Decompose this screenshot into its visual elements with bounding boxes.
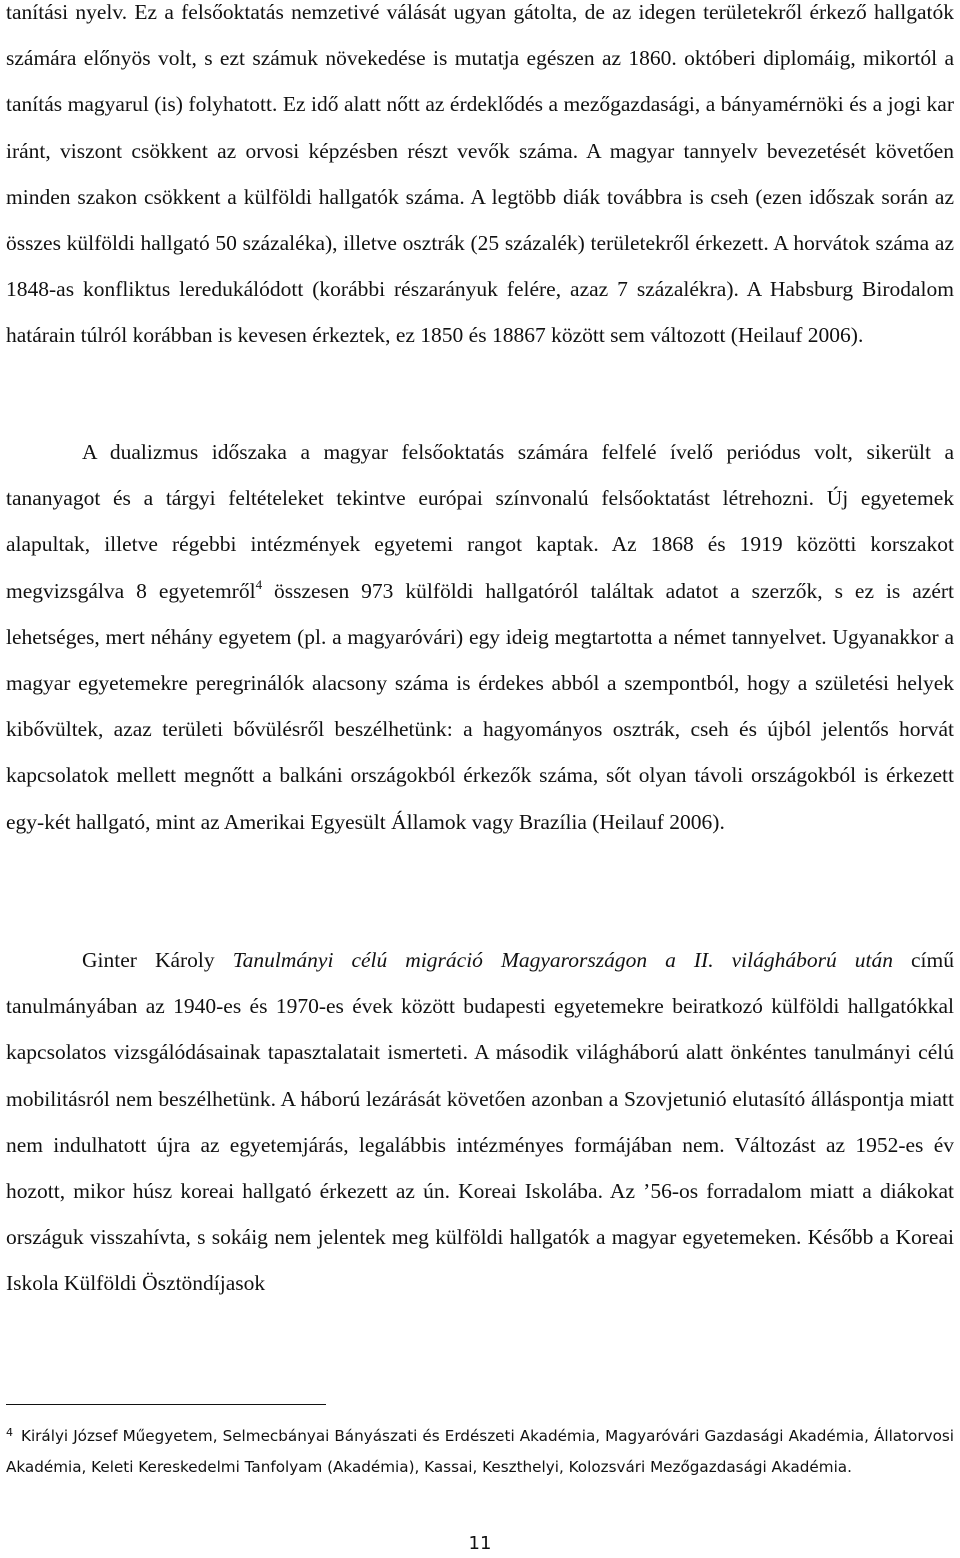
- footnote-number: 4: [6, 1426, 13, 1439]
- body-paragraph-3: [6, 937, 954, 1307]
- cited-study-title: Tanulmányi célú migráció Magyarországon a II. világháború után: [232, 948, 893, 972]
- paragraph-3-text-after: című tanulmányában az 1940-es és 1970-es évek között budapesti egyetemekre beiratkozó külföldi hallgatókkal kapcsolatos vizsgálódásainak tapasztalatait ismerteti. A második világháború alatt önkéntes tanulmányi célú mobilitásról nem beszélhetünk. A háború lezárását követően azonban a Szovjetunió elutasító álláspontja miatt nem indulhatott újra az egyetemjárás, legalábbis intézményes formájában nem. Változást az 1952-es év hozott, mikor húsz koreai hallgató érkezett az ún. Koreai Iskolába. Az ’56-os forradalom miatt a diákokat országuk visszahívta, s sokáig nem jelentek meg külföldi hallgatók a magyar egyetemeken. Később a Koreai Iskola Külföldi Ösztöndíjasok: [6, 948, 954, 1296]
- paragraph-2-text-after: összesen 973 külföldi hallgatóról találtak adatot a szerzők, s ez is azért lehetséges, mert néhány egyetem (pl. a magyaróvári) egy ideig megtartotta a német tannyelvet. Ugyanakkor a magyar egyetemekre peregrinálók alacsony száma is érdekes abból a szempontból, hogy a születési helyek kibővültek, azaz területi bővülésről beszélhetünk: a hagyományos osztrák, cseh és újból jelentős horvát kapcsolatok mellett megnőtt a balkáni országokból érkezők száma, sőt olyan távoli országokból is érkezett egy-két hallgató, mint az Amerikai Egyesült Államok vagy Brazília (Heilauf 2006).: [6, 578, 954, 834]
- page-number: 11: [468, 1533, 492, 1554]
- footnote-text: Királyi József Műegyetem, Selmecbányai Bányászati és Erdészeti Akadémia, Magyaróvári Gazdasági Akadémia, Állatorvosi Akadémia, Keleti Kereskedelmi Tanfolyam (Akadémia), Kassai, Keszthelyi, Kolozsvári Mezőgazdasági Akadémia.: [6, 1427, 954, 1476]
- paragraph-2-text-before: A dualizmus időszaka a magyar felsőoktatás számára felfelé ívelő periódus volt, sikerült a tananyagot és a tárgyi feltételeket tekintve európai színvonalú felsőoktatást létrehozni. Új egyetemek alapultak, illetve régebbi intézmények egyetemi rangot kaptak. Az 1868 és 1919 közötti korszakot megvizsgálva 8 egyetemről: [6, 440, 954, 603]
- body-paragraph-1: [6, 0, 954, 359]
- footnote: [6, 1417, 954, 1483]
- paragraph-3-text-before: Ginter Károly: [82, 948, 233, 972]
- footnote-separator: [6, 1404, 326, 1405]
- footnote-reference[interactable]: 4: [255, 576, 263, 592]
- paragraph-1-text: tanítási nyelv. Ez a felsőoktatás nemzetivé válását ugyan gátolta, de az idegen területekről érkező hallgatók számára előnyös volt, s ezt számuk növekedése is mutatja egészen az 1860. októberi diplomáig, mikortól a tanítás magyarul (is) folyhatott. Ez idő alatt nőtt az érdeklődés a mezőgazdasági, a bányamérnöki és a jogi kar iránt, viszont csökkent az orvosi képzésben részt vevők száma. A magyar tannyelv bevezetését követően minden szakon csökkent a külföldi hallgatók száma. A legtöbb diák továbbra is cseh (ezen időszak során az összes külföldi hallgató 50 százaléka), illetve osztrák (25 százalék) területekről érkezett. A horvátok száma az 1848-as konfliktus leredukálódott (korábbi részarányuk felére, azaz 7 százalékra). A Habsburg Birodalom határain túlról korábban is kevesen érkeztek, ez 1850 és 18867 között sem változott (Heilauf 2006).: [6, 0, 954, 348]
- body-paragraph-2: [6, 429, 954, 845]
